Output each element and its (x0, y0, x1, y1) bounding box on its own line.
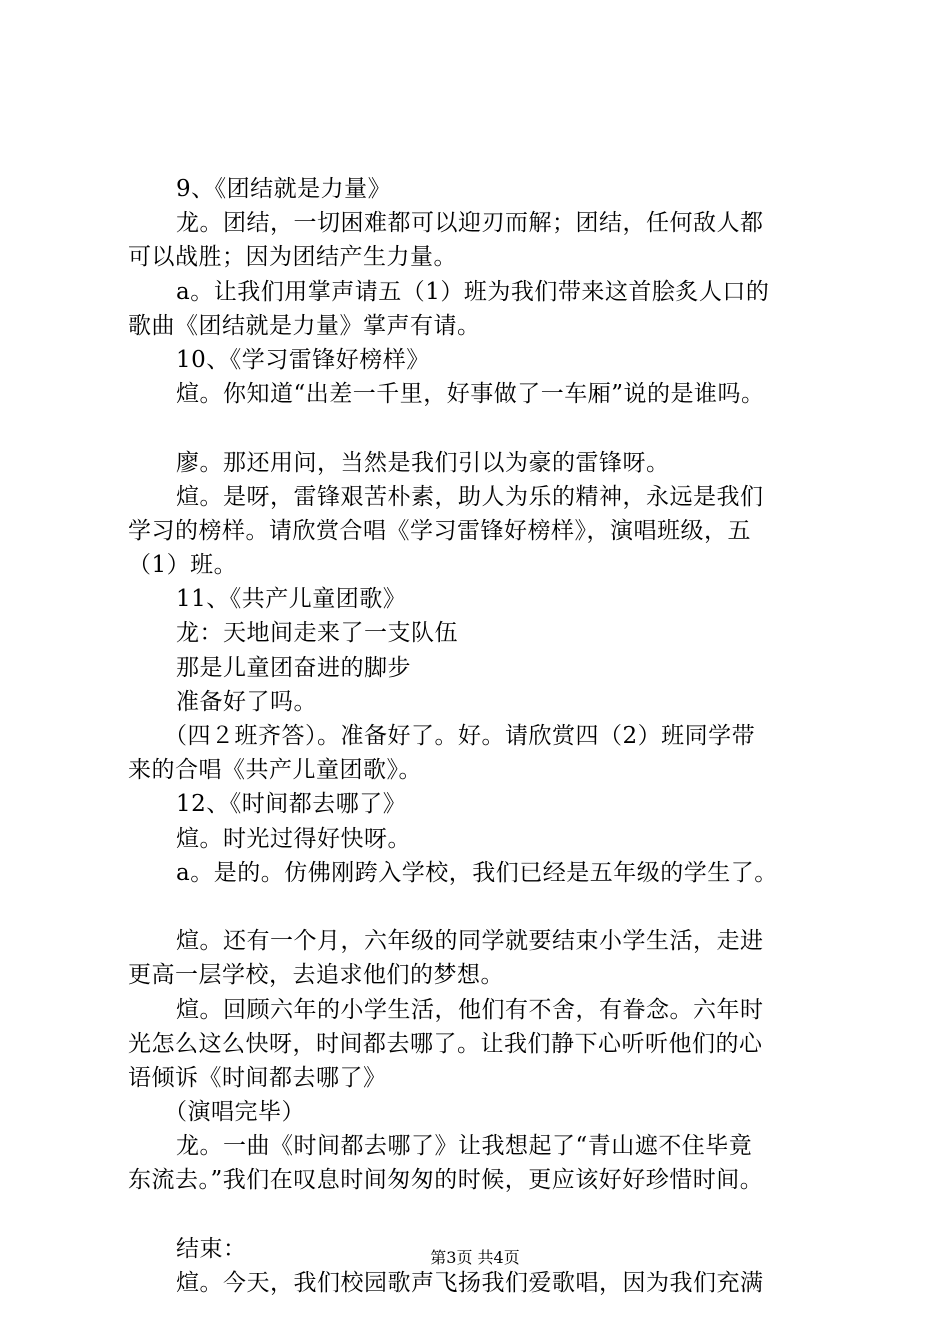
blank-line (128, 411, 848, 445)
section-heading-ending: 结束： (176, 1235, 247, 1262)
paragraph-line: 准备好了吗。 (176, 688, 317, 715)
paragraph-line: （1）班。 (128, 552, 238, 579)
section-heading-10: 10、《学习雷锋好榜样》 (176, 346, 430, 373)
paragraph-line: a。是的。仿佛刚跨入学校，我们已经是五年级的学生了。 (176, 859, 778, 886)
paragraph-line: 龙。团结，一切困难都可以迎刃而解；团结，任何敌人都 (176, 210, 764, 237)
paragraph-line: 可以战胜；因为团结产生力量。 (128, 244, 457, 271)
paragraph-line: 龙：天地间走来了一支队伍 (176, 620, 458, 647)
section-heading-9: 9、《团结就是力量》 (176, 176, 392, 202)
section-heading-11: 11、《共产儿童团歌》 (176, 586, 407, 613)
paragraph-line: 来的合唱《共产儿童团歌》。 (128, 757, 422, 784)
paragraph-line: 更高一层学校，去追求他们的梦想。 (128, 962, 504, 989)
paragraph-line: （演唱完毕） (164, 1099, 305, 1126)
paragraph-line: a。让我们用掌声请五（1）班为我们带来这首脍炙人口的 (176, 278, 770, 305)
page-footer: 第3页 共4页 (430, 1248, 520, 1267)
paragraph-line: 煊。时光过得好快呀。 (176, 825, 411, 852)
paragraph-line: 歌曲《团结就是力量》掌声有请。 (128, 312, 481, 339)
paragraph-line: 煊。是呀，雷锋艰苦朴素，助人为乐的精神，永远是我们 (176, 483, 764, 510)
paragraph-line: 光怎么这么快呀，时间都去哪了。让我们静下心听听他们的心 (128, 1030, 763, 1057)
section-heading-12: 12、《时间都去哪了》 (176, 791, 407, 818)
blank-line (128, 890, 848, 924)
paragraph-line: 那是儿童团奋进的脚步 (176, 654, 411, 681)
paragraph-line: 语倾诉《时间都去哪了》 (128, 1064, 387, 1091)
blank-line (128, 1198, 848, 1232)
paragraph-line: 煊。今天，我们校园歌声飞扬我们爱歌唱，因为我们充满 (176, 1270, 764, 1296)
paragraph-line: 廖。那还用问，当然是我们引以为豪的雷锋呀。 (176, 449, 670, 476)
paragraph-line: （四２班齐答）。准备好了。好。请欣赏四（2）班同学带 (164, 723, 756, 749)
paragraph-line: 煊。回顾六年的小学生活，他们有不舍，有眷念。六年时 (176, 996, 764, 1023)
paragraph-line: 龙。一曲《时间都去哪了》让我想起了“青山遮不住毕竟 (176, 1133, 753, 1160)
document-body (128, 172, 848, 1300)
paragraph-line: 学习的榜样。请欣赏合唱《学习雷锋好榜样》，演唱班级，五 (128, 517, 751, 544)
paragraph-line: 东流去。”我们在叹息时间匆匆的时候，更应该好好珍惜时间。 (128, 1167, 764, 1194)
paragraph-line: 煊。你知道“出差一千里，好事做了一车厢”说的是谁吗。 (176, 381, 765, 408)
paragraph-line: 煊。还有一个月，六年级的同学就要结束小学生活，走进 (176, 928, 764, 955)
